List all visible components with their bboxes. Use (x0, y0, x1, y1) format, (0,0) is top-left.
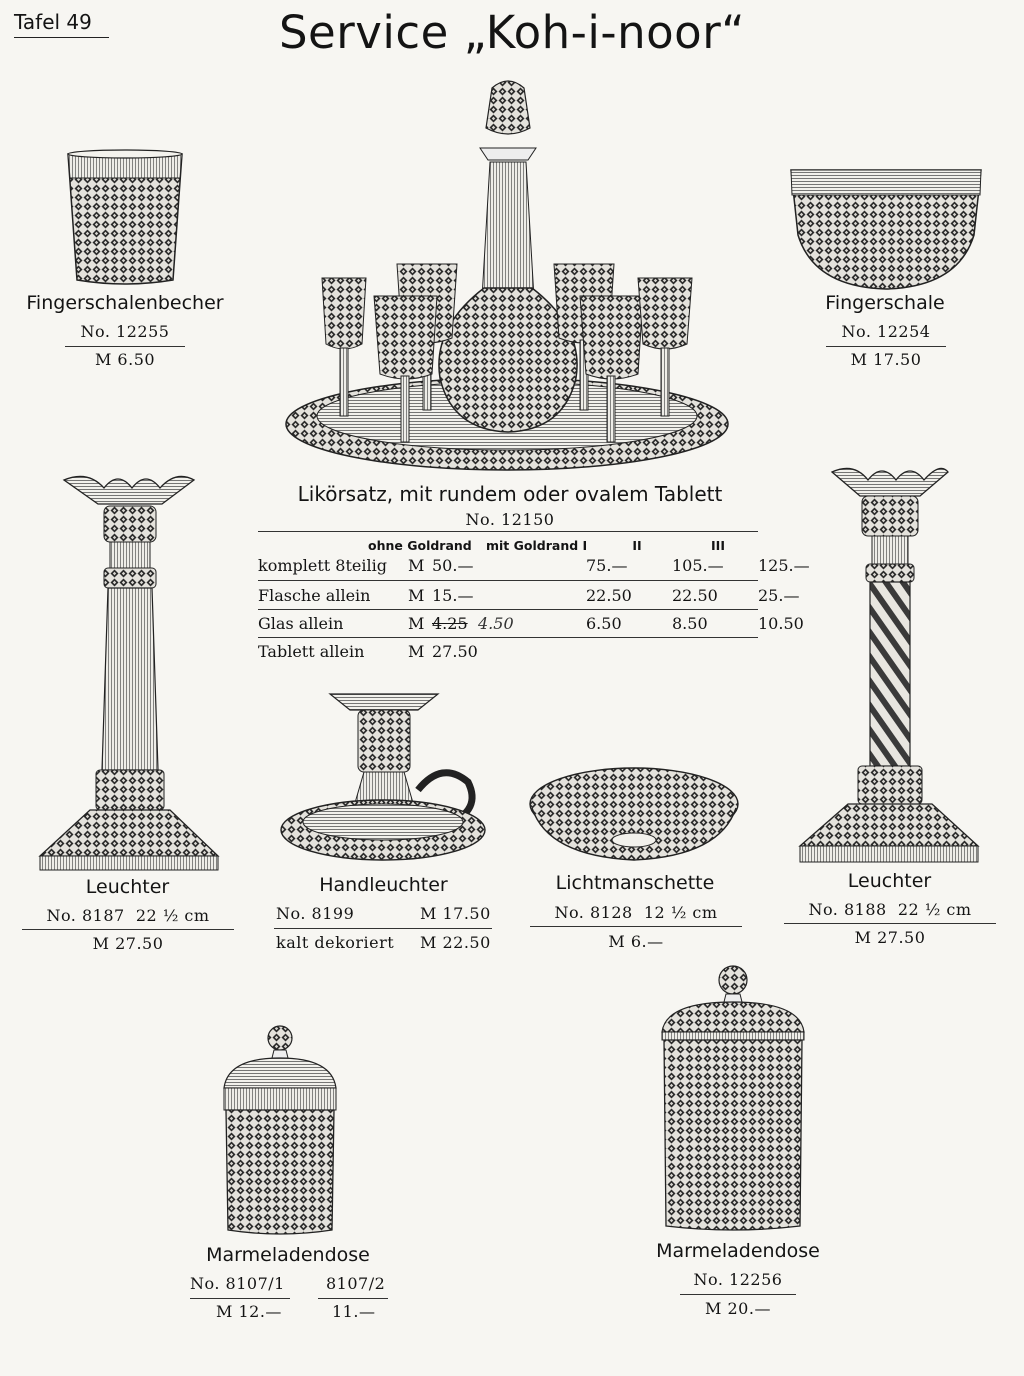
price-goldrand-2: 22.50 (672, 586, 718, 605)
divider (530, 926, 742, 927)
divider (680, 1294, 796, 1295)
table-row: komplett 8teilig M 50.— 75.— 105.— 125.— (258, 556, 810, 575)
col-goldrand-1: mit Goldrand I (486, 538, 588, 553)
product-number-lichtmanschette (530, 903, 742, 922)
product-name-likoersatz: Likörsatz, mit rundem oder ovalem Tablett (297, 482, 723, 506)
divider (784, 923, 996, 924)
decor-label: kalt dekoriert (276, 933, 395, 952)
likoersatz-illustration (282, 78, 732, 478)
product-number-handleuchter: No. 8199 (276, 904, 355, 923)
item-number: No. 8188 (808, 900, 887, 919)
table-row: Flasche allein M 15.— 22.50 22.50 25.— (258, 586, 800, 605)
lichtmanschette-illustration (528, 764, 740, 868)
page-title: Service „Koh-i-noor“ (278, 6, 746, 59)
product-price-leuchter-8187: M 27.50 (92, 934, 164, 953)
price-goldrand-2: 8.50 (672, 614, 708, 633)
divider (318, 1298, 388, 1299)
item-size: 22 ½ cm (897, 900, 972, 919)
leuchter-8188-illustration (798, 462, 980, 866)
handleuchter-illustration (278, 690, 488, 866)
price-table-header (258, 538, 758, 553)
currency-mark: M (408, 556, 425, 575)
divider (65, 346, 185, 347)
product-price-fingerschale: M 17.50 (850, 350, 922, 369)
table-row (258, 642, 758, 661)
product-number-leuchter-8188 (784, 900, 996, 919)
divider (22, 929, 234, 930)
col-goldrand-3: III (711, 538, 725, 553)
item-number: No. 8128 (554, 903, 633, 922)
divider (274, 928, 492, 929)
product-number-leuchter-8187 (22, 906, 234, 925)
table-row-rule (258, 637, 758, 638)
product-name-fingerschale: Fingerschale (825, 292, 945, 314)
divider (190, 1298, 290, 1299)
price-goldrand-1: 22.50 (586, 586, 632, 605)
product-name-leuchter-8188: Leuchter (847, 870, 932, 892)
product-price-marmeladendose-8107-1: M 12.— (216, 1302, 282, 1321)
row-label: komplett 8teilig (258, 556, 387, 575)
table-row-rule (258, 609, 758, 610)
product-price-marmeladendose-12256: M 20.— (705, 1299, 771, 1318)
fingerschale-illustration (788, 165, 984, 293)
product-name-marmeladendose-8107: Marmeladendose (206, 1244, 370, 1266)
handwritten-correction: 4.50 (478, 614, 514, 633)
product-number-marmeladendose-8107-2: 8107/2 (326, 1274, 386, 1293)
table-row-rule (258, 580, 758, 581)
price-ohne-goldrand: 15.— (432, 586, 474, 605)
product-number-marmeladendose-12256: No. 12256 (693, 1270, 783, 1289)
price-ohne-goldrand-struck: 4.25 (432, 614, 468, 633)
product-name-lichtmanschette: Lichtmanschette (555, 872, 715, 894)
row-label: Tablett allein (258, 642, 365, 661)
plate-number: Tafel 49 (14, 10, 92, 34)
table-top-rule (258, 531, 758, 532)
currency-mark: M (408, 614, 425, 633)
currency-mark: M (408, 586, 425, 605)
product-name-fingerschalenbecher: Fingerschalenbecher (26, 292, 224, 314)
product-name-handleuchter: Handleuchter (319, 874, 448, 896)
row-label: Glas allein (258, 614, 344, 633)
col-ohne-goldrand: ohne Goldrand (368, 538, 472, 553)
product-name-leuchter-8187: Leuchter (85, 876, 170, 898)
product-number-marmeladendose-8107-1: No. 8107/1 (190, 1274, 285, 1293)
table-row: Glas allein M 4.25 4.50 6.50 8.50 10.50 (258, 614, 804, 633)
marmeladendose-12256-illustration (658, 964, 808, 1236)
price-goldrand-1: 6.50 (586, 614, 622, 633)
product-price-marmeladendose-8107-2: 11.— (332, 1302, 376, 1321)
price-goldrand-1: 75.— (586, 556, 628, 575)
leuchter-8187-illustration (38, 470, 220, 872)
price-goldrand-2: 105.— (672, 556, 724, 575)
product-price-fingerschalenbecher: M 6.50 (94, 350, 156, 369)
item-number: No. 8187 (46, 906, 125, 925)
item-size: 12 ½ cm (643, 903, 718, 922)
col-goldrand-2: II (632, 538, 642, 553)
currency-mark: M (408, 642, 425, 661)
product-name-marmeladendose-12256: Marmeladendose (656, 1240, 820, 1262)
product-price-handleuchter-dekoriert: M 22.50 (420, 933, 491, 952)
marmeladendose-8107-illustration (218, 1024, 342, 1240)
fingerschalenbecher-illustration (65, 148, 185, 288)
product-number-fingerschale: No. 12254 (841, 322, 931, 341)
price-ohne-goldrand: 27.50 (432, 642, 478, 661)
product-number-fingerschalenbecher: No. 12255 (80, 322, 170, 341)
product-number-likoersatz: No. 12150 (465, 510, 555, 529)
product-price-leuchter-8188: M 27.50 (854, 928, 926, 947)
product-price-lichtmanschette: M 6.— (608, 932, 664, 951)
product-price-handleuchter: M 17.50 (420, 904, 491, 923)
price-ohne-goldrand: 50.— (432, 556, 474, 575)
divider (826, 346, 946, 347)
row-label: Flasche allein (258, 586, 371, 605)
item-size: 22 ½ cm (135, 906, 210, 925)
